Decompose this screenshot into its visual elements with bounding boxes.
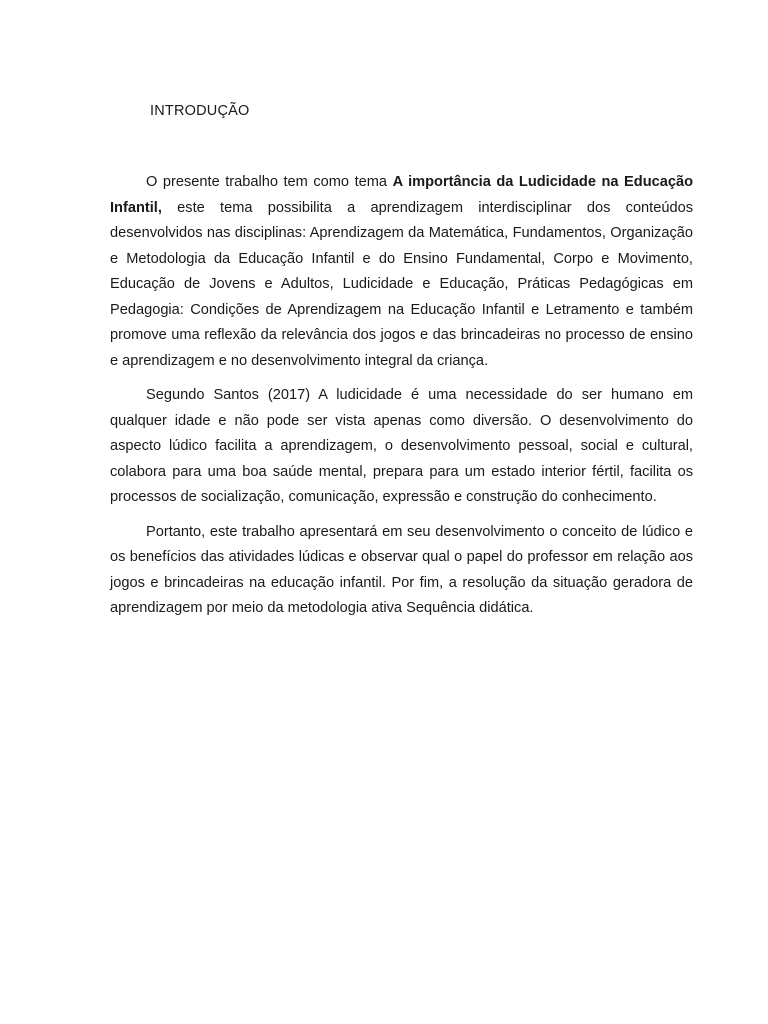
paragraph-1 <box>110 170 693 374</box>
paragraph-2: Segundo Santos (2017) A ludicidade é uma necessidade do ser humano em qualquer idade e não pode ser vista apenas como diversão. O desenvolvimento do aspecto lúdico facilita a aprendizagem, o desenvolvimento pessoal, social e cultural, colabora para uma boa saúde mental, prepara para um estado interior fértil, facilita os processos de socialização, comunicação, expressão e construção do conhecimento. <box>110 387 693 505</box>
paragraph-1-lead: O presente trabalho tem como tema <box>146 174 393 190</box>
paragraph-3: Portanto, este trabalho apresentará em seu desenvolvimento o conceito de lúdico e os benefícios das atividades lúdicas e observar qual o papel do professor em relação aos jogos e brincadeiras na educação infantil. Por fim, a resolução da situação geradora de aprendizagem por meio da metodologia ativa Sequência didática. <box>110 523 693 616</box>
document-body <box>110 170 693 631</box>
section-heading: INTRODUÇÃO <box>150 103 250 119</box>
paragraph-1-rest: este tema possibilita a aprendizagem interdisciplinar dos conteúdos desenvolvidos nas disciplinas: Aprendizagem da Matemática, Fundamentos, Organização e Metodologia da Educação Infantil e do Ensino Fundamental, Corpo e Movimento, Educação de Jovens e Adultos, Ludicidade e Educação, Práticas Pedagógicas em Pedagogia: Condições de Aprendizagem na Educação Infantil e Letramento e também promove uma reflexão da relevância dos jogos e das brincadeiras no processo de ensino e aprendizagem e no desenvolvimento integral da criança. <box>110 199 693 369</box>
paragraph-1-theme: A importância da Ludicidade na Educação Infantil, <box>110 174 693 216</box>
